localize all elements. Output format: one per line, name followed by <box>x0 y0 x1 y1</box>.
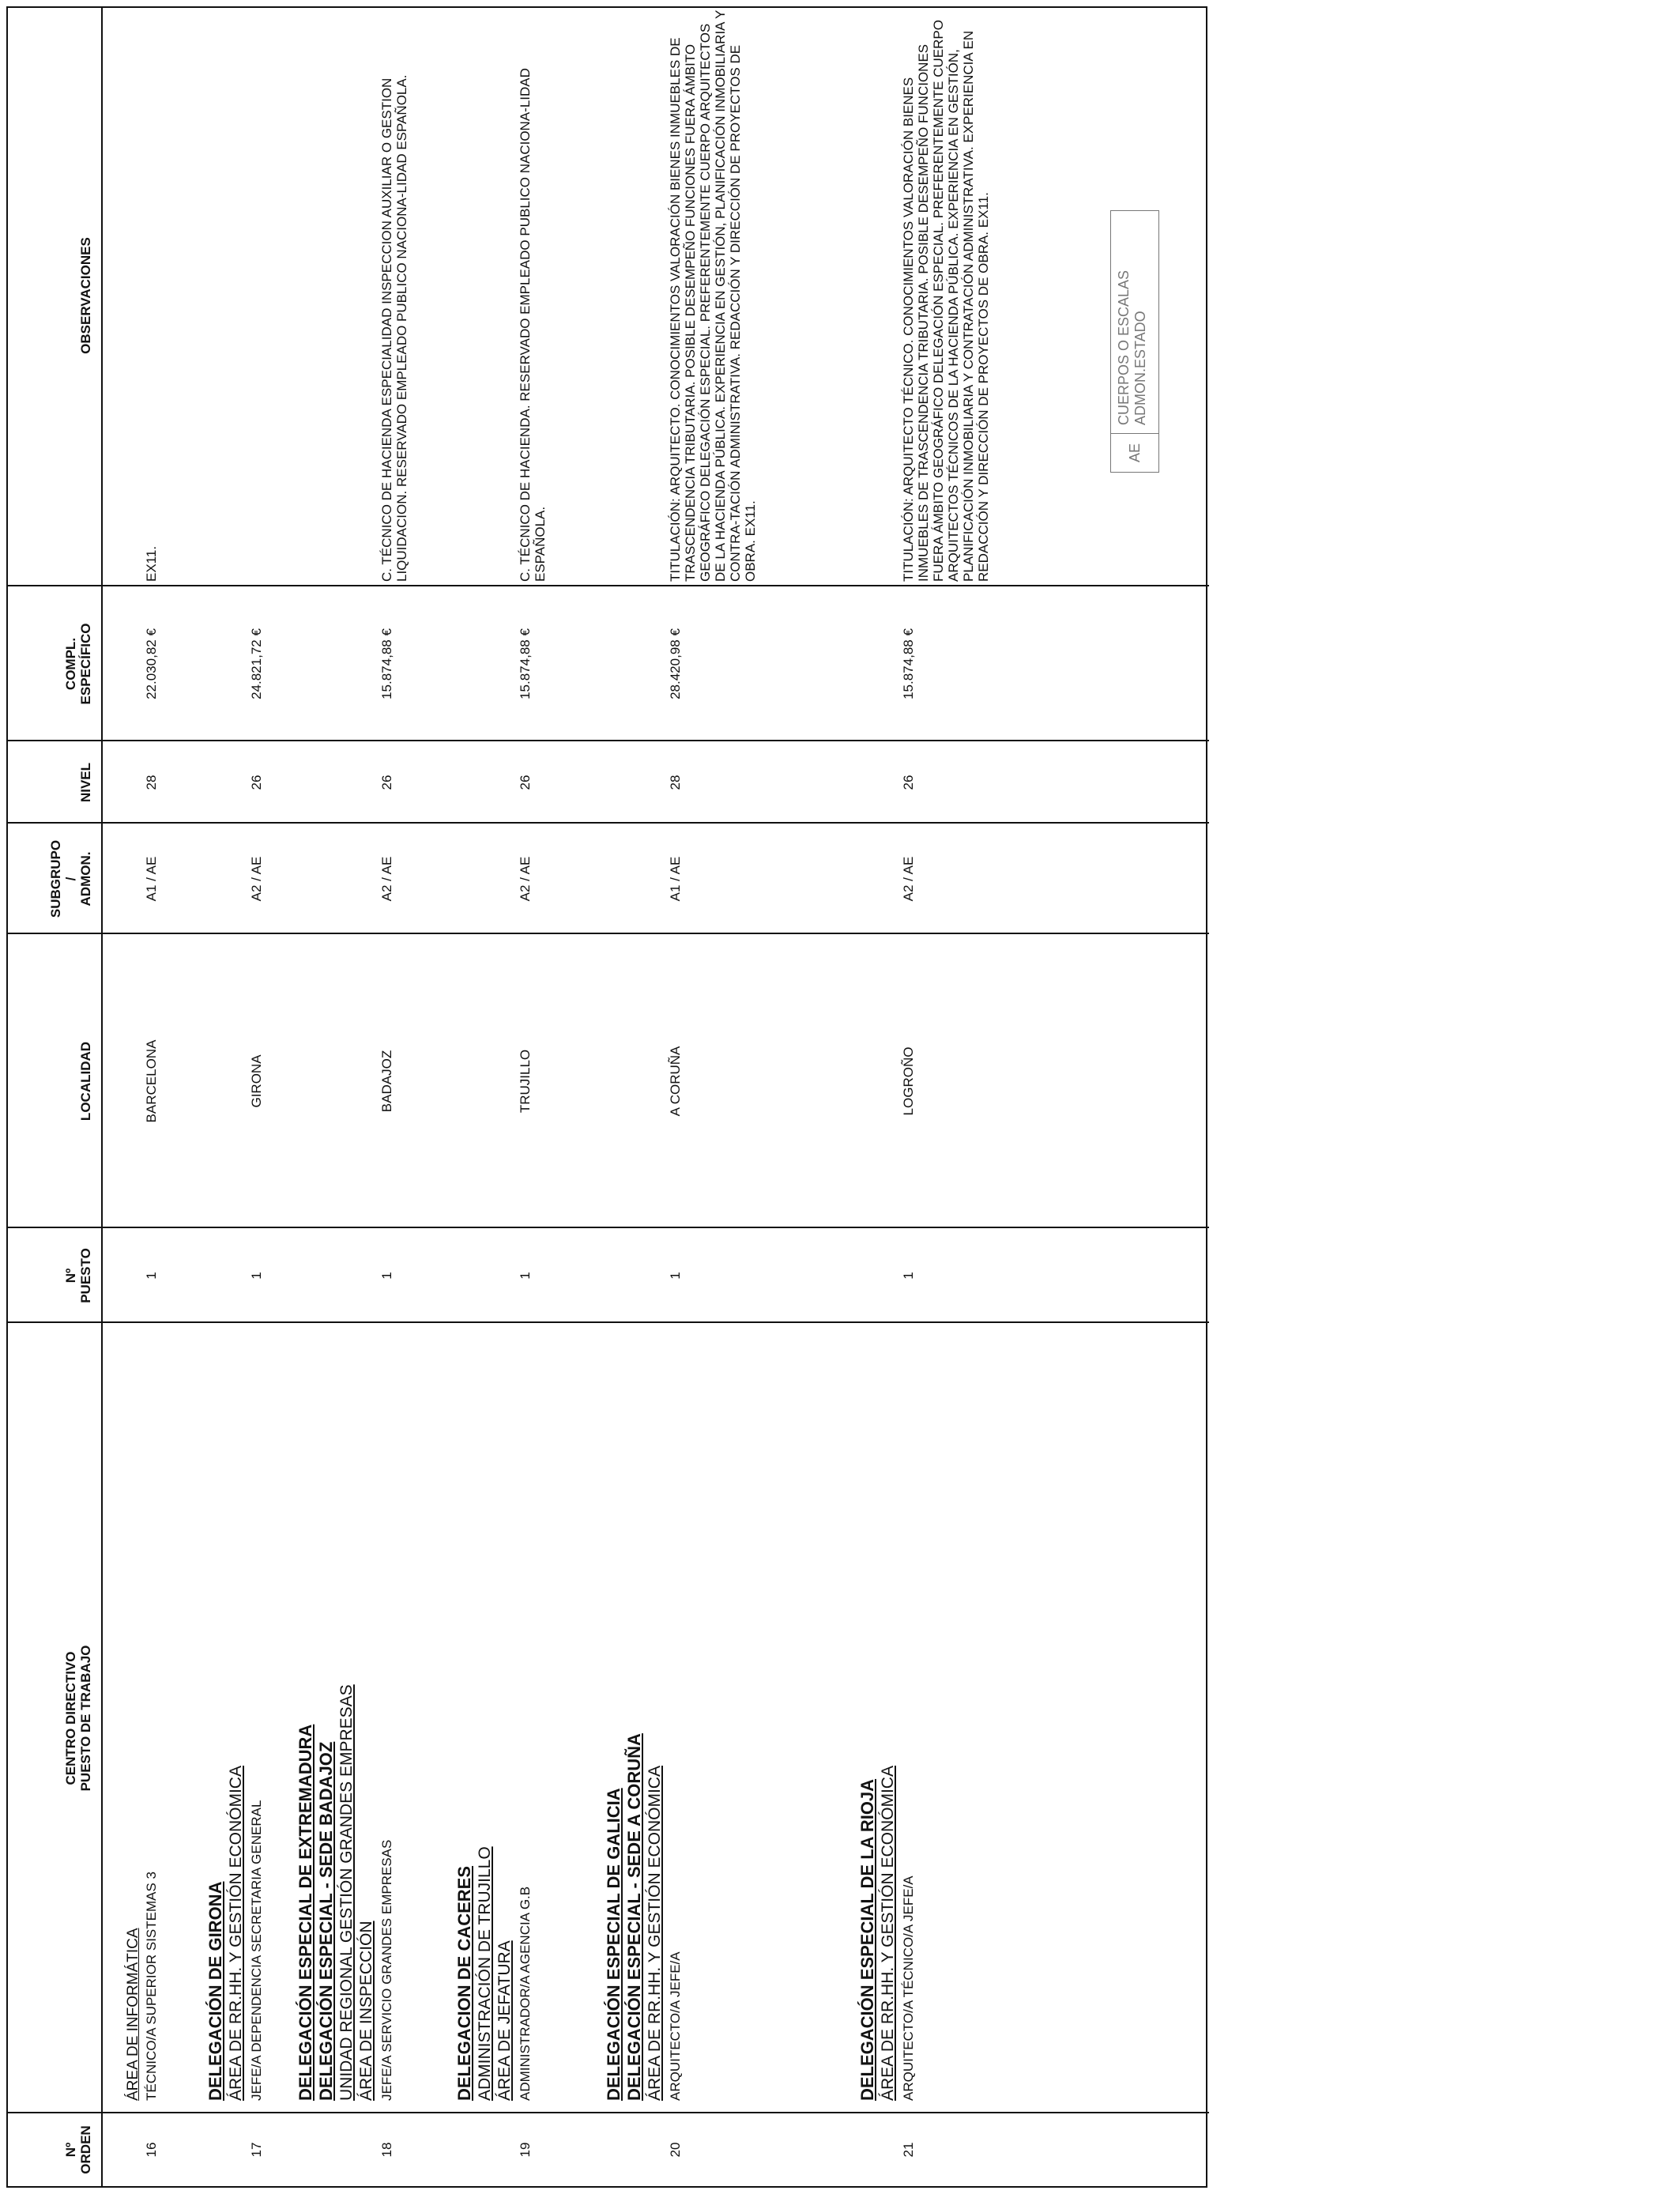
job-title: TÉCNICO/A SUPERIOR SISTEMAS 3 <box>144 1871 159 2101</box>
area-heading: ÁREA DE RR.HH. Y GESTIÓN ECONÓMICA <box>227 1766 245 2101</box>
area-heading: ADMINISTRACIÓN DE TRUJILLO <box>476 1846 494 2101</box>
area-heading: ÁREA DE JEFATURA <box>495 1940 514 2101</box>
observations: C. TÉCNICO DE HACIENDA ESPECIALIDAD INSPECCION AUXILIAR O GESTION LIQUIDACION. RESERVADO EMPLEADO PUBLICO NACIONA-LIDAD ESPAÑOLA. <box>379 74 409 582</box>
section-heading: DELEGACIÓN ESPECIAL - SEDE A CORUÑA <box>624 1733 644 2101</box>
locality: TRUJILLO <box>518 1049 533 1114</box>
specific-complement: 15.874,88 € <box>901 628 916 699</box>
area-heading: ÁREA DE RR.HH. Y GESTIÓN ECONÓMICA <box>879 1766 897 2101</box>
row-orden: 21 <box>901 2142 916 2158</box>
area-heading: UNIDAD REGIONAL GESTIÓN GRANDES EMPRESAS <box>337 1684 356 2101</box>
header-nivel <box>8 741 103 824</box>
area-heading: ÁREA DE INFORMÁTICA <box>125 1928 141 2101</box>
legend-key: AE <box>1111 433 1158 472</box>
locality: BADAJOZ <box>379 1050 394 1113</box>
header-nivel-line: NIVEL <box>78 762 93 803</box>
section-heading: DELEGACIÓN DE GIRONA <box>205 1881 225 2101</box>
locality: BARCELONA <box>144 1039 159 1123</box>
column-divider <box>8 1321 1209 1323</box>
row-orden: 17 <box>249 2142 264 2158</box>
header-orden-line: Nº <box>63 2142 78 2158</box>
subgroup-admin: A1 / AE <box>144 856 159 902</box>
subgroup-admin: A2 / AE <box>249 856 264 902</box>
legend-box <box>1110 210 1159 473</box>
header-subgrupo <box>8 824 103 934</box>
header-puesto <box>8 1228 103 1323</box>
positions-table <box>6 6 1207 2188</box>
level: 28 <box>668 775 683 790</box>
level: 26 <box>249 775 264 790</box>
level: 26 <box>901 775 916 790</box>
job-title: ARQUITECTO/A JEFE/A <box>668 1951 683 2101</box>
header-subgrupo-line: ADMON. <box>78 851 93 907</box>
subgroup-admin: A1 / AE <box>668 856 683 902</box>
header-orden <box>8 2113 103 2186</box>
legend-value <box>1111 262 1158 433</box>
header-centro-line: CENTRO DIRECTIVO <box>63 1651 78 1785</box>
header-orden-line: ORDEN <box>78 2125 93 2174</box>
level: 28 <box>144 775 159 790</box>
subgroup-admin: A2 / AE <box>901 856 916 902</box>
header-compl <box>8 586 103 741</box>
observations: C. TÉCNICO DE HACIENDA. RESERVADO EMPLEADO PUBLICO NACIONA-LIDAD ESPAÑOLA. <box>518 68 548 582</box>
observations: EX11. <box>144 545 159 582</box>
job-title: JEFE/A DEPENDENCIA SECRETARIA GENERAL <box>249 1800 264 2101</box>
observations: TITULACIÓN: ARQUITECTO. CONOCIMIENTOS VALORACIÓN BIENES INMUEBLES DE TRASCENDENCIA TRIBUTARIA. POSIBLE DESEMPEÑO FUNCIONES FUERA ÁMBITO GEOGRÁFICO DELEGACIÓN ESPECIAL. PREFERENTEMENTE CUERPO ARQUITECTOS DE LA HACIENDA PÚBLICA. EXPERIENCIA EN GESTIÓN, PLANIFICACIÓN INMOBILIARIA Y CONTRA-TACIÓN ADMINISTRATIVA. REDACCIÓN Y DIRECCIÓN DE PROYECTOS DE OBRA. EX11. <box>668 9 758 582</box>
specific-complement: 15.874,88 € <box>518 628 533 699</box>
level: 26 <box>379 775 394 790</box>
column-divider <box>8 933 1209 934</box>
level: 26 <box>518 775 533 790</box>
header-localidad <box>8 934 103 1228</box>
column-divider <box>8 740 1209 741</box>
locality: GIRONA <box>249 1054 264 1108</box>
subgroup-admin: A2 / AE <box>379 856 394 902</box>
section-heading: DELEGACIÓN ESPECIAL DE EXTREMADURA <box>296 1724 315 2101</box>
column-divider <box>8 822 1209 824</box>
section-heading: DELEGACIÓN ESPECIAL DE LA RIOJA <box>857 1778 877 2101</box>
section-heading: DELEGACIÓN ESPECIAL DE GALICIA <box>604 1788 623 2101</box>
header-centro <box>8 1323 103 2113</box>
column-divider <box>8 2112 1209 2113</box>
header-compl-line: COMPL. <box>63 637 78 691</box>
position-count: 1 <box>144 1272 159 1280</box>
rotated-table-page <box>6 6 1207 2188</box>
specific-complement: 15.874,88 € <box>379 628 394 699</box>
row-orden: 20 <box>668 2142 683 2158</box>
area-heading: ÁREA DE INSPECCIÓN <box>357 1921 375 2101</box>
position-count: 1 <box>901 1272 916 1280</box>
header-puesto-line: Nº <box>63 1268 78 1284</box>
row-orden: 18 <box>379 2142 394 2158</box>
job-title: ADMINISTRADOR/A AGENCIA G.B <box>518 1886 533 2101</box>
position-count: 1 <box>668 1272 683 1280</box>
column-divider <box>8 585 1209 586</box>
header-centro-line: PUESTO DE TRABAJO <box>78 1645 93 1792</box>
locality: LOGROÑO <box>901 1046 916 1116</box>
locality: A CORUÑA <box>668 1046 683 1117</box>
job-title: ARQUITECTO/A TÉCNICO/A JEFE/A <box>901 1875 916 2101</box>
area-heading: ÁREA DE RR.HH. Y GESTIÓN ECONÓMICA <box>646 1766 664 2101</box>
header-observaciones-line: OBSERVACIONES <box>78 237 93 354</box>
job-title: JEFE/A SERVICIO GRANDES EMPRESAS <box>379 1839 394 2101</box>
header-localidad-line: LOCALIDAD <box>78 1041 93 1122</box>
column-divider <box>8 1227 1209 1228</box>
legend-value-line: CUERPOS O ESCALAS <box>1116 270 1132 425</box>
specific-complement: 24.821,72 € <box>249 628 264 699</box>
header-puesto-line: PUESTO <box>78 1248 93 1303</box>
section-heading: DELEGACION DE CACERES <box>454 1865 474 2101</box>
header-observaciones <box>8 5 103 586</box>
position-count: 1 <box>379 1272 394 1280</box>
subgroup-admin: A2 / AE <box>518 856 533 902</box>
specific-complement: 22.030,82 € <box>144 628 159 699</box>
header-subgrupo-line: / <box>63 876 78 881</box>
specific-complement: 28.420,98 € <box>668 628 683 699</box>
legend-value-line: ADMON.ESTADO <box>1132 311 1148 425</box>
row-orden: 16 <box>144 2142 159 2158</box>
header-subgrupo-line: SUBGRUPO <box>48 839 63 918</box>
row-orden: 19 <box>518 2142 533 2158</box>
observations: TITULACIÓN: ARQUITECTO TÉCNICO. CONOCIMIENTOS VALORACIÓN BIENES INMUEBLES DE TRASCENDENCIA TRIBUTARIA. POSIBLE DESEMPEÑO FUNCIONES FUERA ÁMBITO GEOGRÁFICO DELEGACIÓN ESPECIAL. PREFERENTEMENTE CUERPO ARQUITECTOS TÉCNICOS DE LA HACIENDA PÚBLICA. EXPERIENCIA EN GESTIÓN, PLANIFICACIÓN INMOBILIARIA Y CONTRATACIÓN ADMINISTRATIVA. EXPERIENCIA EN REDACCIÓN Y DIRECCIÓN DE PROYECTOS DE OBRA. EX11. <box>901 20 991 582</box>
header-compl-line: ESPECÍFICO <box>78 623 93 705</box>
section-heading: DELEGACIÓN ESPECIAL - SEDE BADAJOZ <box>316 1741 336 2101</box>
position-count: 1 <box>518 1272 533 1280</box>
position-count: 1 <box>249 1272 264 1280</box>
